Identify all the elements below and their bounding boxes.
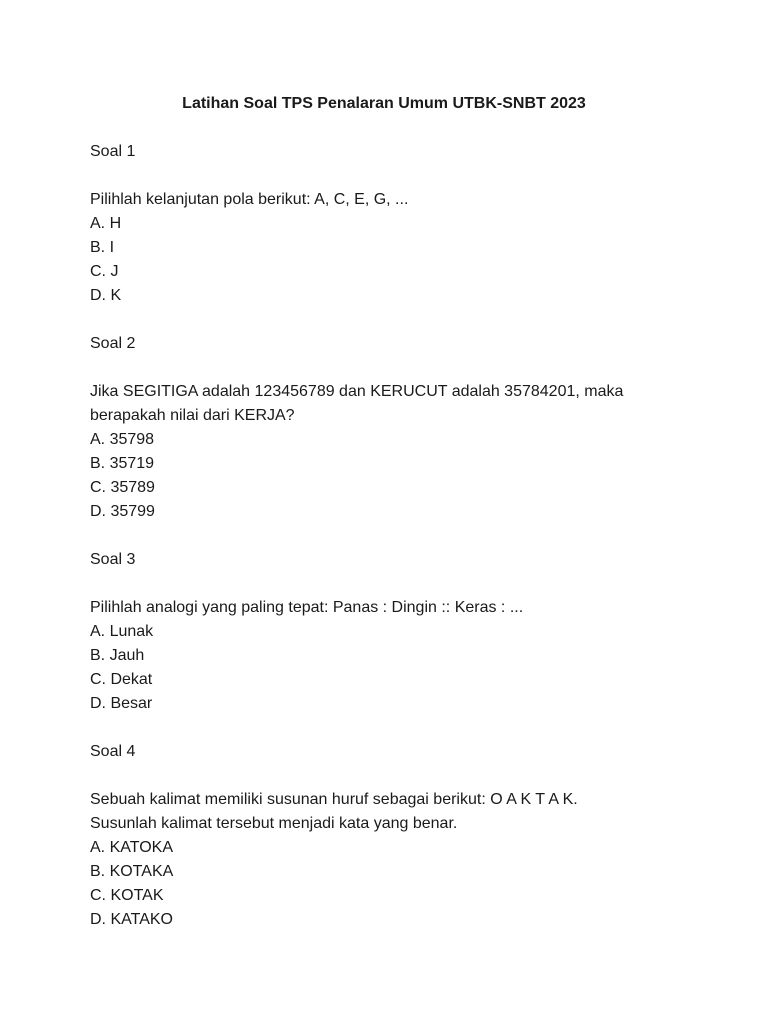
question-block <box>90 332 690 524</box>
answer-option: D. 35799 <box>90 503 155 520</box>
answer-option: C. 35789 <box>90 479 155 496</box>
document-body <box>90 140 690 956</box>
answer-option: C. KOTAK <box>90 887 164 904</box>
answer-option: D. Besar <box>90 695 153 712</box>
question-block <box>90 548 690 716</box>
answer-option: A. KATOKA <box>90 839 173 856</box>
question-heading: Soal 4 <box>90 743 136 760</box>
answer-option: A. Lunak <box>90 623 154 640</box>
question-text: berapakah nilai dari KERJA? <box>90 407 295 424</box>
document-title: Latihan Soal TPS Penalaran Umum UTBK-SNBT 2023 <box>182 95 586 112</box>
question-text: Sebuah kalimat memiliki susunan huruf sebagai berikut: O A K T A K. <box>90 791 578 808</box>
answer-option: B. KOTAKA <box>90 863 174 880</box>
answer-option: B. 35719 <box>90 455 155 472</box>
answer-option: A. 35798 <box>90 431 155 448</box>
question-block <box>90 140 690 308</box>
answer-option: B. Jauh <box>90 647 145 664</box>
answer-option: D. K <box>90 287 122 304</box>
question-text: Pilihlah analogi yang paling tepat: Panas : Dingin :: Keras : ... <box>90 599 524 616</box>
question-heading: Soal 1 <box>90 143 136 160</box>
answer-option: C. J <box>90 263 119 280</box>
answer-option: A. H <box>90 215 122 232</box>
answer-option: B. I <box>90 239 115 256</box>
question-text: Susunlah kalimat tersebut menjadi kata yang benar. <box>90 815 458 832</box>
question-heading: Soal 3 <box>90 551 136 568</box>
question-text: Jika SEGITIGA adalah 123456789 dan KERUCUT adalah 35784201, maka <box>90 383 624 400</box>
answer-option: D. KATAKO <box>90 911 173 928</box>
question-block <box>90 740 690 932</box>
question-heading: Soal 2 <box>90 335 136 352</box>
answer-option: C. Dekat <box>90 671 153 688</box>
question-text: Pilihlah kelanjutan pola berikut: A, C, E, G, ... <box>90 191 409 208</box>
